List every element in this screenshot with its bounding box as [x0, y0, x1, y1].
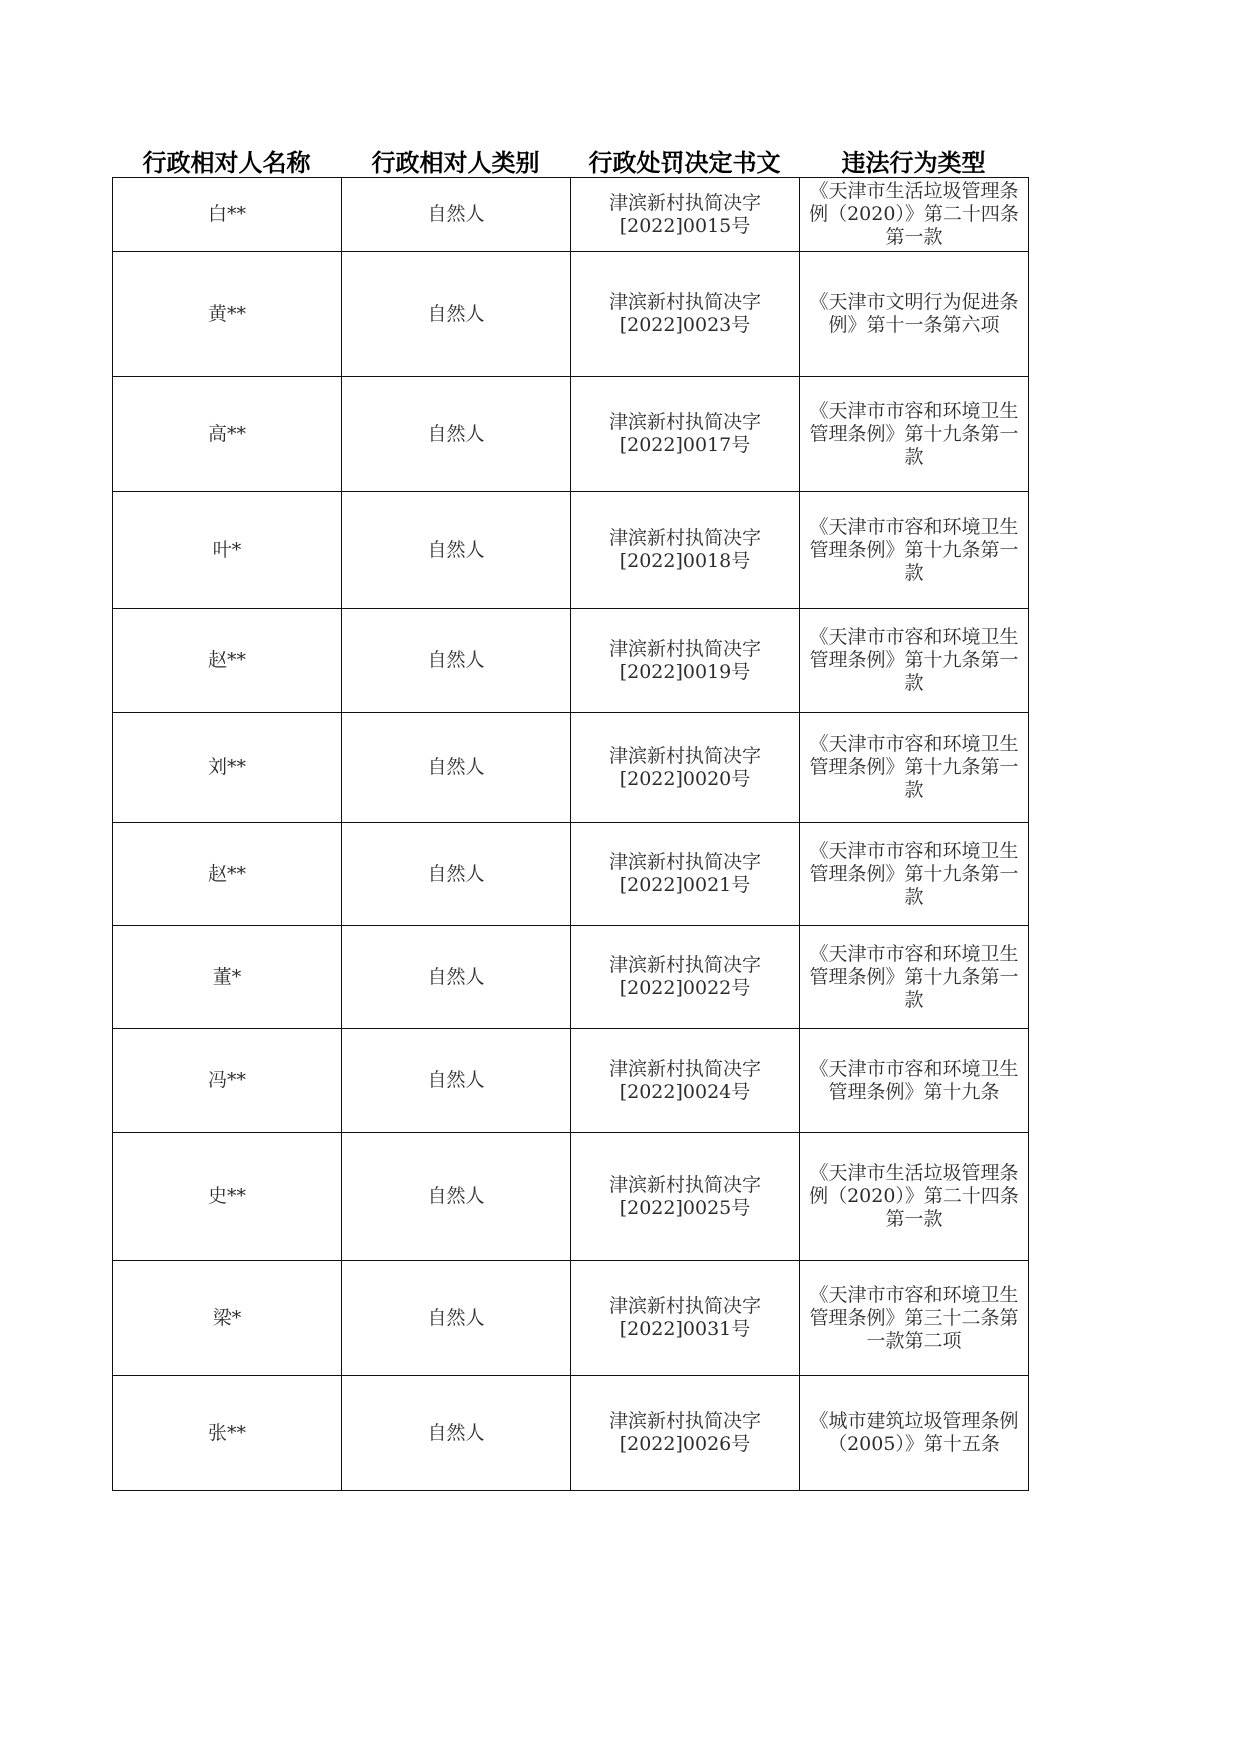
- decision-serial: [2022]0031号: [619, 1318, 751, 1340]
- decision-number-cell: [571, 492, 800, 609]
- party-name-cell: [113, 1376, 342, 1491]
- violation-basis: 《天津市生活垃圾管理条例（2020）》第二十四条第一款: [809, 1162, 1019, 1230]
- party-name: 冯**: [207, 1069, 246, 1091]
- party-name: 叶*: [212, 538, 242, 561]
- table-row: [113, 926, 1029, 1029]
- party-type-cell: [342, 713, 571, 823]
- party-type-cell: [342, 1261, 571, 1376]
- party-name-cell: [113, 377, 342, 492]
- party-name-cell: [113, 1029, 342, 1133]
- table-row: [113, 609, 1029, 713]
- party-type-cell: [342, 377, 571, 492]
- party-name-cell: [113, 1133, 342, 1261]
- party-type: 自然人: [427, 862, 485, 885]
- party-type: 自然人: [427, 422, 485, 445]
- party-type-cell: [342, 823, 571, 926]
- decision-serial: [2022]0018号: [619, 550, 751, 572]
- decision-serial: [2022]0022号: [619, 977, 751, 999]
- table-row: [113, 1133, 1029, 1261]
- decision-number-cell: [571, 1029, 800, 1133]
- decision-prefix: 津滨新村执简决字: [608, 744, 761, 767]
- party-type: 自然人: [427, 1069, 485, 1091]
- violation-basis-cell: [800, 178, 1029, 252]
- violation-basis: 《天津市生活垃圾管理条例（2020）》第二十四条第一款: [809, 180, 1019, 248]
- decision-number-cell: [571, 252, 800, 377]
- party-name-cell: [113, 823, 342, 926]
- table-row: [113, 713, 1029, 823]
- violation-basis-cell: [800, 823, 1029, 926]
- header-party-name: 行政相对人名称: [142, 149, 311, 177]
- violation-basis: 《天津市市容和环境卫生管理条例》第十九条第一款: [809, 399, 1019, 468]
- penalty-table: [112, 177, 1029, 1491]
- decision-number-cell: [571, 178, 800, 252]
- decision-serial: [2022]0025号: [619, 1196, 751, 1219]
- violation-basis: 《天津市市容和环境卫生管理条例》第十九条第一款: [809, 626, 1019, 694]
- header-violation-type: 违法行为类型: [841, 149, 986, 177]
- violation-basis-cell: [800, 1029, 1029, 1133]
- table-row: [113, 823, 1029, 926]
- party-name: 张**: [207, 1421, 246, 1444]
- table-row: [113, 377, 1029, 492]
- decision-prefix: 津滨新村执简决字: [608, 954, 761, 976]
- party-name: 董*: [212, 965, 242, 988]
- party-type: 自然人: [427, 756, 485, 778]
- violation-basis-cell: [800, 1376, 1029, 1491]
- violation-basis: 《天津市市容和环境卫生管理条例》第十九条第一款: [809, 515, 1019, 584]
- party-type: 自然人: [427, 965, 485, 988]
- violation-basis-cell: [800, 926, 1029, 1029]
- table-row: [113, 252, 1029, 377]
- table-row: [113, 178, 1029, 252]
- violation-basis-cell: [800, 1133, 1029, 1261]
- decision-prefix: 津滨新村执简决字: [608, 637, 761, 660]
- decision-prefix: 津滨新村执简决字: [608, 411, 761, 433]
- party-type: 自然人: [427, 538, 485, 561]
- violation-basis: 《天津市市容和环境卫生管理条例》第十九条第一款: [809, 942, 1019, 1011]
- violation-basis: 《天津市市容和环境卫生管理条例》第十九条第一款: [809, 839, 1019, 908]
- violation-basis-cell: [800, 252, 1029, 377]
- party-type-cell: [342, 1133, 571, 1261]
- decision-number-cell: [571, 377, 800, 492]
- party-name: 梁*: [212, 1306, 242, 1329]
- party-name: 高**: [207, 422, 246, 445]
- header-party-type: 行政相对人类别: [371, 149, 540, 177]
- decision-serial: [2022]0024号: [619, 1080, 751, 1103]
- party-type-cell: [342, 926, 571, 1029]
- party-type-cell: [342, 252, 571, 377]
- decision-prefix: 津滨新村执简决字: [608, 191, 761, 214]
- party-type-cell: [342, 178, 571, 252]
- violation-basis: 《城市建筑垃圾管理条例（2005）》第十五条: [809, 1410, 1019, 1455]
- decision-prefix: 津滨新村执简决字: [608, 1173, 761, 1196]
- party-name: 刘**: [207, 756, 246, 778]
- decision-serial: [2022]0021号: [619, 874, 751, 896]
- party-name: 赵**: [207, 649, 246, 671]
- header-decision-number: 行政处罚决定书文: [588, 149, 781, 177]
- party-name: 白**: [207, 203, 246, 225]
- party-type-cell: [342, 1029, 571, 1133]
- decision-prefix: 津滨新村执简决字: [608, 291, 761, 313]
- decision-prefix: 津滨新村执简决字: [608, 1410, 761, 1432]
- party-name: 赵**: [207, 862, 246, 885]
- decision-number-cell: [571, 713, 800, 823]
- decision-prefix: 津滨新村执简决字: [608, 1057, 761, 1080]
- party-type-cell: [342, 492, 571, 609]
- table-row: [113, 1261, 1029, 1376]
- party-name-cell: [113, 252, 342, 377]
- decision-serial: [2022]0017号: [619, 434, 751, 456]
- violation-basis: 《天津市市容和环境卫生管理条例》第十九条: [809, 1057, 1019, 1103]
- decision-serial: [2022]0026号: [619, 1433, 751, 1455]
- violation-basis: 《天津市市容和环境卫生管理条例》第十九条第一款: [809, 733, 1019, 801]
- decision-serial: [2022]0020号: [619, 767, 751, 790]
- party-name-cell: [113, 609, 342, 713]
- decision-number-cell: [571, 823, 800, 926]
- party-name-cell: [113, 178, 342, 252]
- decision-prefix: 津滨新村执简决字: [608, 851, 761, 873]
- party-type-cell: [342, 1376, 571, 1491]
- decision-serial: [2022]0023号: [619, 314, 751, 336]
- table-header: [112, 146, 1028, 180]
- decision-number-cell: [571, 926, 800, 1029]
- violation-basis-cell: [800, 377, 1029, 492]
- decision-number-cell: [571, 1376, 800, 1491]
- party-name-cell: [113, 492, 342, 609]
- party-type: 自然人: [427, 1185, 485, 1207]
- party-name-cell: [113, 713, 342, 823]
- decision-number-cell: [571, 1133, 800, 1261]
- decision-prefix: 津滨新村执简决字: [608, 527, 761, 549]
- party-name: 黄**: [207, 302, 246, 325]
- decision-number-cell: [571, 1261, 800, 1376]
- violation-basis-cell: [800, 713, 1029, 823]
- decision-serial: [2022]0015号: [619, 214, 751, 237]
- table-row: [113, 1029, 1029, 1133]
- party-type: 自然人: [427, 1306, 485, 1329]
- decision-number-cell: [571, 609, 800, 713]
- violation-basis: 《天津市文明行为促进条例》第十一条第六项: [809, 291, 1019, 336]
- party-type-cell: [342, 609, 571, 713]
- violation-basis-cell: [800, 609, 1029, 713]
- party-name: 史**: [207, 1185, 246, 1207]
- decision-prefix: 津滨新村执简决字: [608, 1295, 761, 1317]
- party-name-cell: [113, 926, 342, 1029]
- violation-basis: 《天津市市容和环境卫生管理条例》第三十二条第一款第二项: [809, 1283, 1019, 1352]
- violation-basis-cell: [800, 492, 1029, 609]
- party-type: 自然人: [427, 1421, 485, 1444]
- party-type: 自然人: [427, 302, 485, 325]
- decision-serial: [2022]0019号: [619, 660, 751, 683]
- party-type: 自然人: [427, 203, 485, 225]
- party-type: 自然人: [427, 649, 485, 671]
- party-name-cell: [113, 1261, 342, 1376]
- violation-basis-cell: [800, 1261, 1029, 1376]
- table-row: [113, 1376, 1029, 1491]
- table-row: [113, 492, 1029, 609]
